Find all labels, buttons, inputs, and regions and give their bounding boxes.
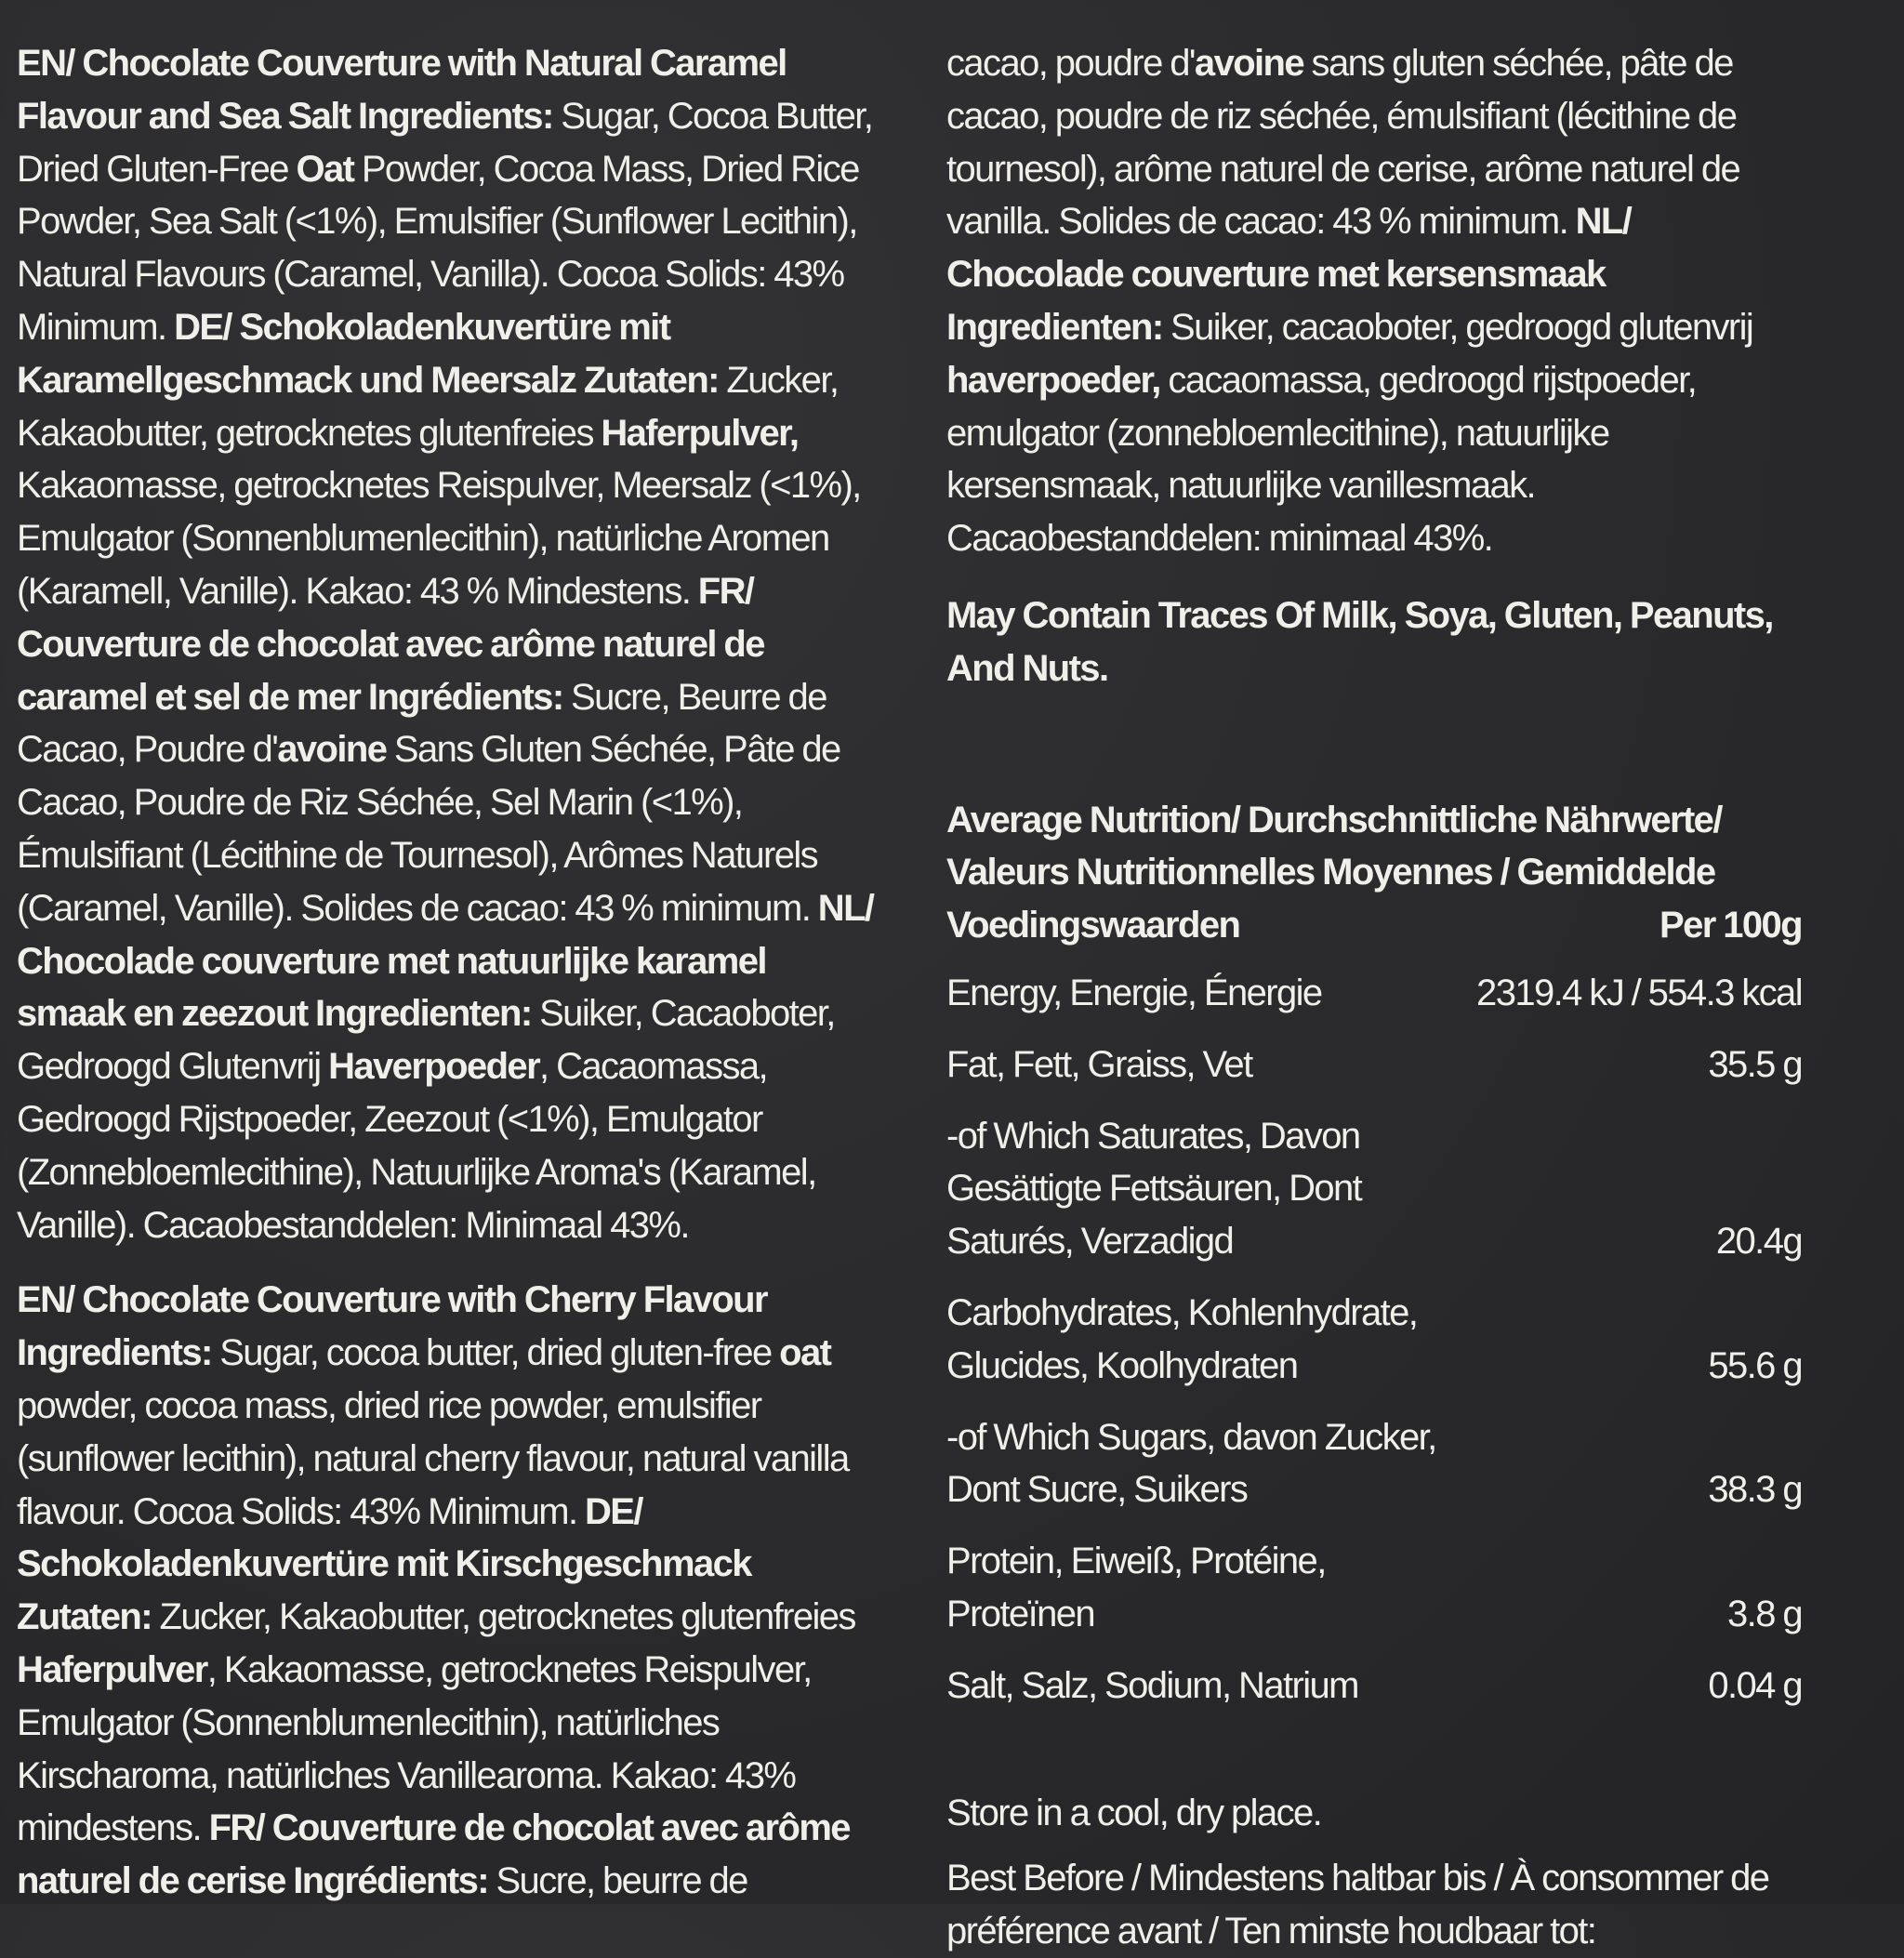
ingredients-heading: EN/ Chocolate Couverture with Natural Caramel Flavour and Sea Salt Ingredients:: [17, 43, 787, 137]
ingredients-cherry: [17, 1274, 881, 1908]
nutrition-row-protein: [946, 1516, 1802, 1641]
nutrient-label: -of Which Saturates, Davon Gesättigte Fettsäuren, Dont Saturés, Verzadigd: [946, 1115, 1362, 1263]
ingredients-column-left: [17, 37, 881, 1908]
ingredients-text: , Cacaomassa, Gedroogd Rijstpoeder, Zeezout (<1%), Emulgator (Zonnebloemlecithine), Natuurlijke Aroma's (Karamel, Vanille). Cacaobestanddelen: Minimaal 43%.: [17, 1046, 816, 1246]
nutrient-value: 0.04 g: [1708, 1664, 1802, 1706]
nutrition-row-carbohydrates: [946, 1268, 1802, 1393]
ingredients-text: Zucker, Kakaobutter, getrocknetes glutenfreies: [17, 359, 839, 454]
nutrition-title: Average Nutrition/ Durchschnittliche Nährwerte/ Valeurs Nutritionnelles Moyennes / Gemiddelde Voedingswaarden: [946, 799, 1722, 946]
ingredients-heading: FR/ Couverture de chocolat avec arôme naturel de cerise Ingrédients:: [17, 1807, 850, 1902]
nutrient-value: 35.5 g: [1708, 1043, 1802, 1085]
nutrition-row-saturates: [946, 1091, 1802, 1268]
allergen-highlight: Haferpulver: [17, 1648, 207, 1690]
allergen-highlight: oat: [779, 1332, 831, 1374]
best-before-label: Best Before / Mindestens haltbar bis / À consommer de préférence avant / Ten minste houdbaar tot:: [946, 1858, 1769, 1952]
nutrition-row-salt: [946, 1641, 1802, 1713]
nutrient-label: Carbohydrates, Kohlenhydrate, Glucides, Koolhydraten: [946, 1291, 1418, 1386]
ingredients-text: powder, cocoa mass, dried rice powder, emulsifier (sunflower lecithin), natural cherry flavour, natural vanilla flavour. Cocoa Solids: 43% Minimum.: [17, 1384, 849, 1532]
ingredients-column-right: [946, 37, 1802, 1958]
ingredients-caramel-sea-salt: [17, 37, 881, 1251]
nutrition-row-fat: [946, 1020, 1802, 1091]
ingredients-text: Kakaomasse, getrocknetes Reispulver, Meersalz (<1%), Emulgator (Sonnenblumenlecithin), natürliche Aromen (Karamell, Vanille). Kakao: 43 % Mindestens.: [17, 465, 861, 612]
ingredients-text: Zucker, Kakaobutter, getrocknetes glutenfreies: [151, 1596, 855, 1638]
ingredients-heading: DE/ Schokoladenkuvertüre mit Kirschgeschmack Zutaten:: [17, 1490, 751, 1638]
allergen-highlight: avoine: [1194, 43, 1304, 84]
ingredients-heading: NL/ Chocolade couverture met natuurlijke karamel smaak en zeezout Ingredienten:: [17, 887, 874, 1035]
per-100g-label: Per 100g: [1659, 905, 1802, 946]
ingredients-text: Powder, Cocoa Mass, Dried Rice Powder, Sea Salt (<1%), Emulsifier (Sunflower Lecithin), Natural Flavours (Caramel, Vanilla). Cocoa Solids: 43% Minimum.: [17, 148, 859, 348]
nutrient-label: Fat, Fett, Graiss, Vet: [946, 1043, 1252, 1085]
allergen-highlight: Haferpulver,: [601, 412, 799, 454]
ingredients-text: Suiker, Cacaoboter, Gedroogd Glutenvrij: [17, 993, 835, 1088]
nutrition-heading: [946, 794, 1802, 952]
ingredients-heading: FR/ Couverture de chocolat avec arôme naturel de caramel et sel de mer Ingrédients:: [17, 570, 764, 718]
allergen-highlight: haverpoeder,: [946, 359, 1160, 401]
ingredients-text: sans gluten séchée, pâte de cacao, poudre de riz séchée, émulsifiant (lécithine de tournesol), arôme naturel de cerise, arôme naturel de vanilla. Solides de cacao: 43 % minimum.: [946, 43, 1740, 243]
storage-instructions: Store in a cool, dry place.: [946, 1792, 1322, 1833]
allergen-highlight: avoine: [277, 729, 387, 771]
nutrition-table: [946, 963, 1802, 1713]
ingredients-heading: NL/ Chocolade couverture met kersensmaak Ingredienten:: [946, 201, 1632, 348]
nutrient-value: 2319.4 kJ / 554.3 kcal: [1476, 972, 1802, 1013]
ingredients-text: Sugar, cocoa butter, dried gluten-free: [211, 1332, 780, 1374]
ingredients-cherry-continued: [946, 37, 1802, 565]
ingredients-text: Sans Gluten Séchée, Pâte de Cacao, Poudre de Riz Séchée, Sel Marin (<1%), Émulsifiant (Lécithine de Tournesol), Arômes Naturels (Caramel, Vanille). Solides de cacao: 43 % minimum.: [17, 729, 840, 929]
nutrient-value: 3.8 g: [1727, 1593, 1802, 1634]
nutrient-value: 20.4g: [1715, 1221, 1802, 1263]
ingredients-text: Suiker, cacaoboter, gedroogd glutenvrij: [1162, 306, 1753, 348]
nutrient-label: Protein, Eiweiß, Protéine, Proteïnen: [946, 1541, 1326, 1634]
nutrition-panel: [946, 794, 1802, 1713]
ingredients-text: cacao, poudre d': [946, 43, 1195, 84]
nutrition-row-energy: [946, 963, 1802, 1020]
nutrient-label: Energy, Energie, Énergie: [946, 972, 1322, 1013]
allergen-highlight: Haverpoeder: [328, 1046, 540, 1088]
allergen-warning: May Contain Traces Of Milk, Soya, Gluten, Peanuts, And Nuts.: [946, 594, 1773, 689]
nutrient-label: -of Which Sugars, davon Zucker, Dont Sucre, Suikers: [946, 1416, 1436, 1511]
nutrient-value: 38.3 g: [1708, 1469, 1802, 1511]
ingredients-heading: EN/ Chocolate Couverture with Cherry Flavour Ingredients:: [17, 1279, 767, 1374]
ingredients-text: cacaomassa, gedroogd rijstpoeder, emulgator (zonnebloemlecithine), natuurlijke kersensmaak, natuurlijke vanillesmaak. Cacaobestanddelen: minimaal 43%.: [946, 359, 1697, 560]
nutrient-value: 55.6 g: [1708, 1344, 1802, 1386]
ingredients-text: Sucre, beurre de: [487, 1860, 747, 1902]
ingredients-heading: DE/ Schokoladenkuvertüre mit Karamellgeschmack und Meersalz Zutaten:: [17, 306, 719, 401]
ingredients-text: Sucre, Beurre de Cacao, Poudre d': [17, 676, 826, 771]
nutrient-label: Salt, Salz, Sodium, Natrium: [946, 1664, 1358, 1706]
allergen-highlight: Oat: [296, 148, 354, 190]
nutrition-row-sugars: [946, 1393, 1802, 1517]
ingredients-text: Sugar, Cocoa Butter, Dried Gluten-Free: [17, 95, 873, 190]
ingredients-text: , Kakaomasse, getrocknetes Reispulver, Emulgator (Sonnenblumenlecithin), natürliches Kirscharoma, natürliches Vanillearoma. Kakao: 43% mindestens.: [17, 1648, 812, 1849]
